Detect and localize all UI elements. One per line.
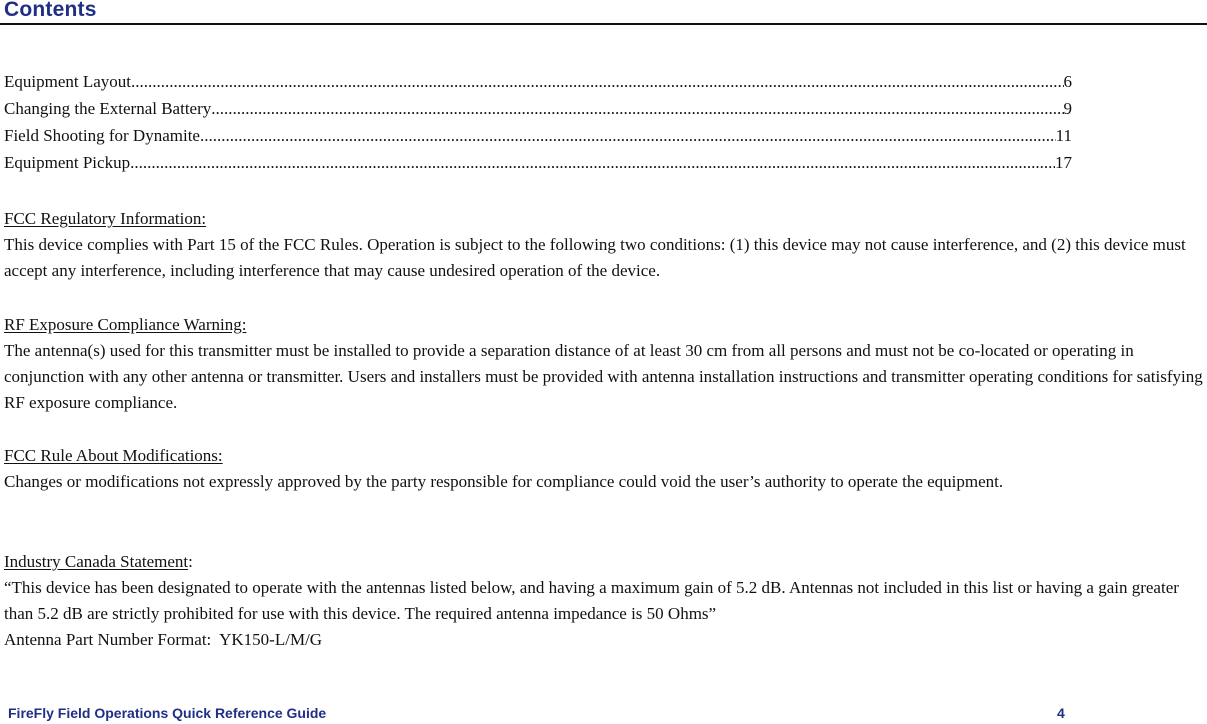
rf-exposure-heading: RF Exposure Compliance Warning: — [4, 315, 247, 334]
fcc-heading: FCC Regulatory Information: — [4, 209, 207, 228]
toc-entry-label: Equipment Pickup — [4, 153, 131, 172]
toc-entry-page: 11 — [1055, 126, 1072, 145]
modifications-text: Changes or modifications not expressly approved by the party responsible for compliance could void the user’s authority to operate the equipment. — [4, 472, 1004, 491]
toc-dot-leader — [131, 71, 1063, 93]
toc-entry[interactable] — [4, 71, 1072, 98]
fcc-text: This device complies with Part 15 of the FCC Rules. Operation is subject to the following two conditions: (1) this device may not cause interference, and (2) this device must accept any interference, including interference that may cause undesired operation of the device. — [4, 235, 1186, 280]
title-divider — [0, 23, 1207, 25]
toc-entry-label: Field Shooting for Dynamite — [4, 126, 200, 145]
toc-entry-label: Changing the External Battery — [4, 99, 212, 118]
footer-guide-title: FireFly Field Operations Quick Reference Guide — [8, 705, 327, 721]
toc-dot-leader — [211, 98, 1063, 120]
toc-entry-page: 9 — [1063, 99, 1072, 118]
toc-entry[interactable] — [4, 98, 1072, 125]
industry-canada-section — [4, 549, 1204, 653]
industry-canada-text: “This device has been designated to operate with the antennas listed below, and having a maximum gain of 5.2 dB. Antennas not included in this list or having a gain greater than 5.2 dB are strictly prohibited for use with this device. The required antenna impedance is 50 Ohms” — [4, 578, 1179, 623]
toc-entry-label: Equipment Layout — [4, 72, 132, 91]
modifications-heading: FCC Rule About Modifications: — [4, 446, 223, 465]
toc-dot-leader — [130, 152, 1055, 174]
rf-exposure-text: The antenna(s) used for this transmitter must be installed to provide a separation distance of at least 30 cm from all persons and must not be co-located or operating in conjunction with any other antenna or transmitter. Users and installers must be provided with antenna installation instructions and transmitter operating conditions for satisfying RF exposure compliance. — [4, 341, 1203, 412]
toc-entry[interactable] — [4, 125, 1072, 152]
industry-canada-heading: Industry Canada Statement — [4, 552, 189, 571]
toc-entry-page: 6 — [1063, 72, 1072, 91]
page-title: Contents — [4, 0, 97, 21]
toc-entry-page: 17 — [1055, 153, 1072, 172]
modifications-section — [4, 443, 1204, 495]
footer-page-number: 4 — [1057, 705, 1065, 721]
rf-exposure-section — [4, 312, 1204, 416]
industry-canada-heading-colon: : — [188, 552, 193, 571]
antenna-part-number: Antenna Part Number Format: YK150-L/M/G — [4, 630, 323, 649]
toc-dot-leader — [200, 125, 1056, 147]
table-of-contents — [4, 71, 1072, 179]
fcc-section — [4, 206, 1204, 284]
toc-entry[interactable] — [4, 152, 1072, 179]
